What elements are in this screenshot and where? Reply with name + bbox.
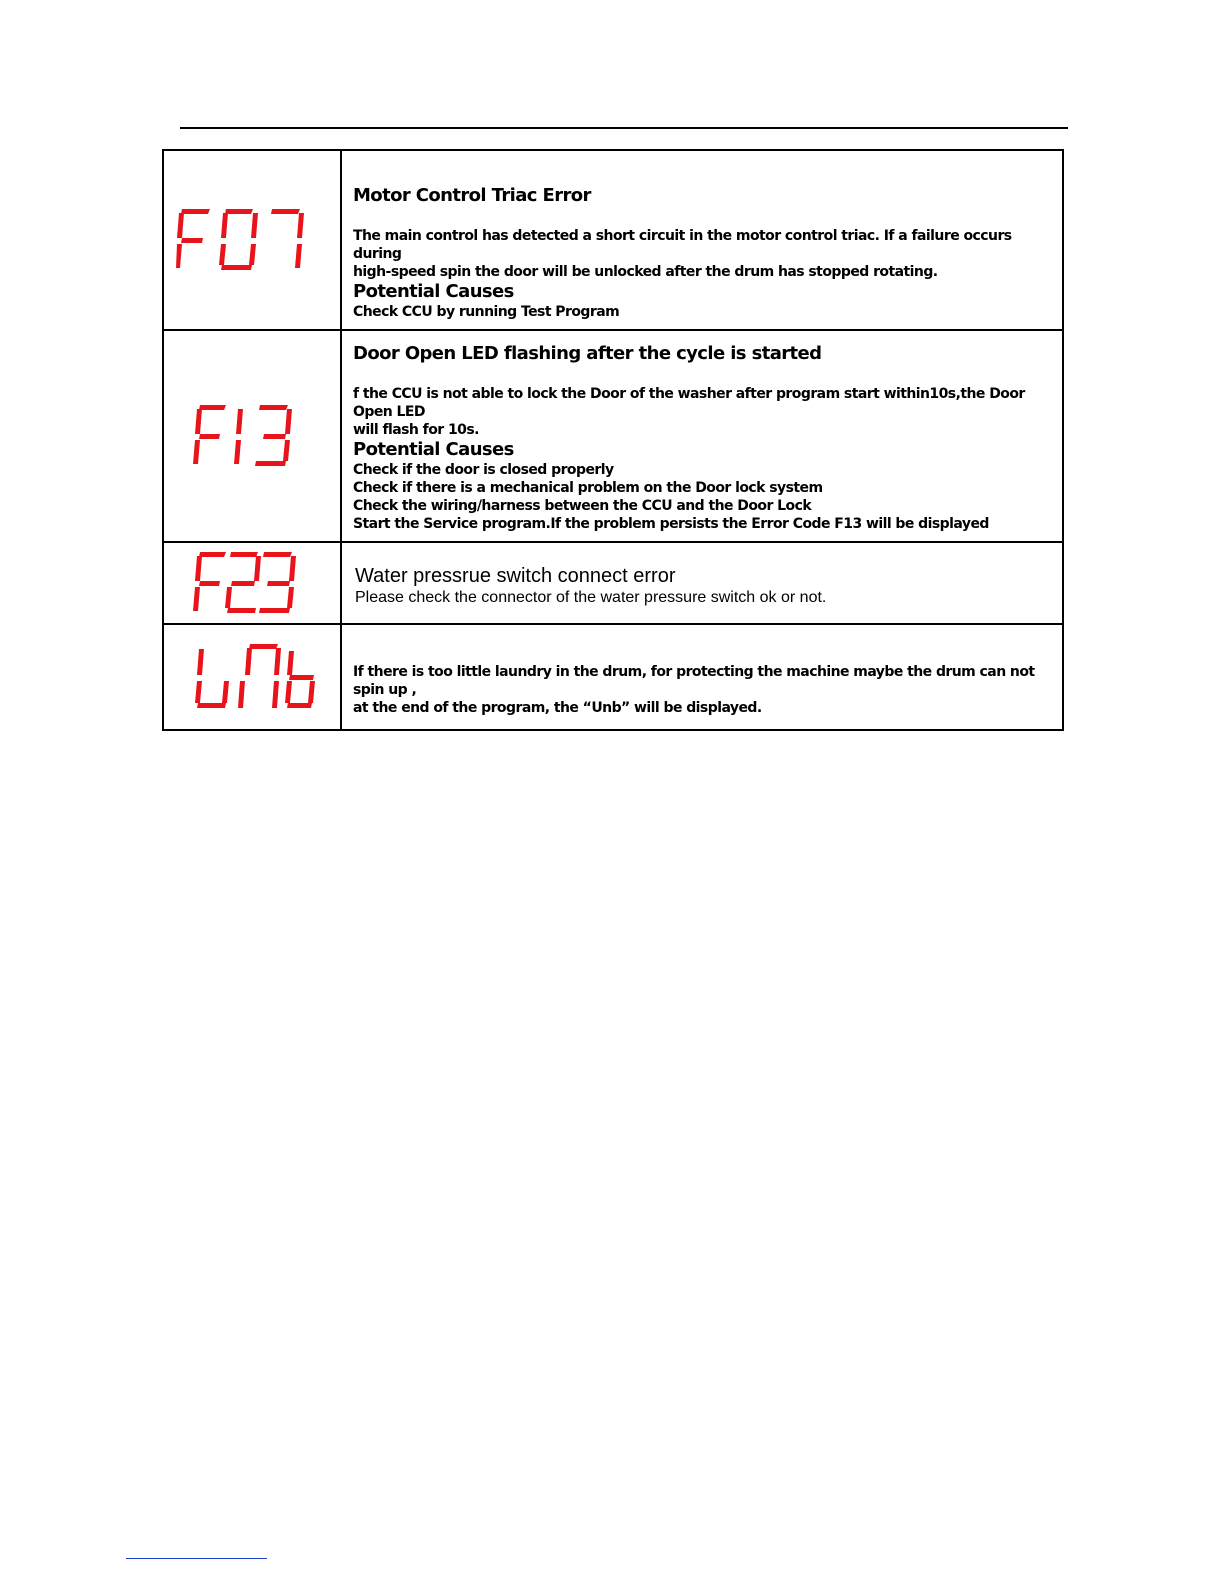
causes-heading: Potential Causes: [353, 281, 514, 302]
error-code-display-f13: [163, 330, 341, 542]
description-line: The main control has detected a short circuit in the motor control triac. If a failure occurs during: [353, 228, 1012, 262]
error-title: Water pressrue switch connect error: [355, 565, 676, 587]
error-row-f23: [163, 542, 1063, 624]
footer-link-rule: [126, 1558, 267, 1559]
causes-heading: Potential Causes: [353, 439, 514, 460]
error-code-display-f23: [163, 542, 341, 624]
error-row-unb: [163, 624, 1063, 730]
header-rule: [180, 127, 1068, 129]
error-description-f13: [341, 330, 1063, 542]
error-row-f13: [163, 330, 1063, 542]
error-description-unb: [341, 624, 1063, 730]
seven-segment-display: [176, 404, 306, 468]
description-line: If there is too little laundry in the drum, for protecting the machine maybe the drum can not spin up ,: [353, 664, 1035, 698]
error-title: Motor Control Triac Error: [353, 185, 591, 206]
description-line: will flash for 10s.: [353, 422, 479, 438]
cause-item: Check if there is a mechanical problem on the Door lock system: [353, 480, 823, 496]
seven-segment-display: [176, 551, 306, 615]
seven-segment-display: [176, 208, 306, 272]
error-title: Door Open LED flashing after the cycle is started: [353, 343, 822, 364]
description-line: Please check the connector of the water pressure switch ok or not.: [355, 589, 827, 606]
error-description-f07: [341, 150, 1063, 330]
error-row-f07: [163, 150, 1063, 330]
description-line: high-speed spin the door will be unlocked after the drum has stopped rotating.: [353, 264, 938, 280]
cause-item: Check if the door is closed properly: [353, 462, 614, 478]
error-code-display-unb: [163, 624, 341, 730]
cause-item: Start the Service program.If the problem persists the Error Code F13 will be displayed: [353, 516, 989, 532]
cause-item: Check the wiring/harness between the CCU and the Door Lock: [353, 498, 812, 514]
error-description-f23: [341, 542, 1063, 624]
error-code-display-f07: [163, 150, 341, 330]
error-code-table: [162, 149, 1064, 731]
description-line: f the CCU is not able to lock the Door of the washer after program start within10s,the Door Open LED: [353, 386, 1025, 420]
cause-item: Check CCU by running Test Program: [353, 304, 620, 320]
description-line: at the end of the program, the “Unb” will be displayed.: [353, 700, 762, 716]
seven-segment-display: [176, 643, 316, 711]
